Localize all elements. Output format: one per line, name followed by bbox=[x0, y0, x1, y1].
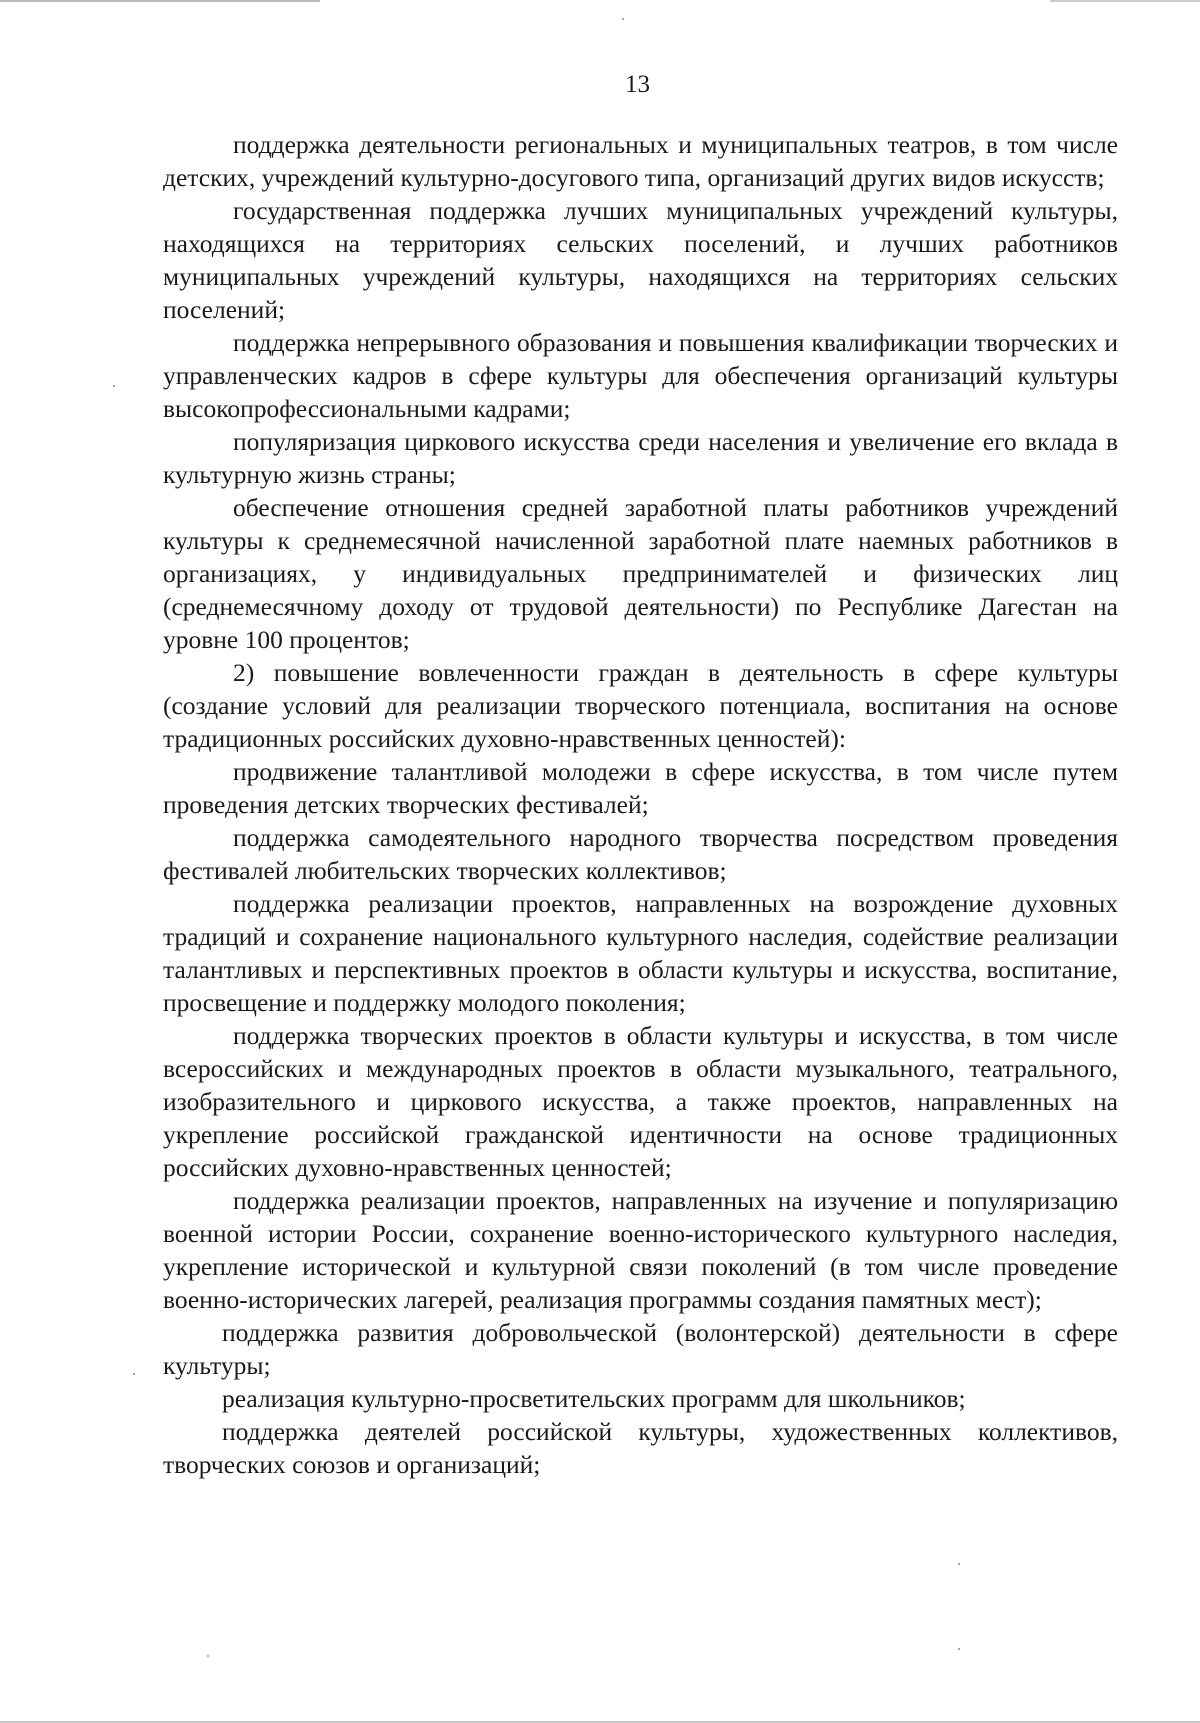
paragraph: поддержка реализации проектов, направленных на возрождение духовных традиций и сохранение национального культурного наследия, содействие реализации талантливых и перспективных проектов в области культуры и искусства, воспитание, просвещение и поддержку молодого поколения; bbox=[163, 889, 1118, 1017]
paragraph: реализация культурно-просветительских программ для школьников; bbox=[222, 1384, 966, 1413]
paragraph: поддержка самодеятельного народного творчества посредством проведения фестивалей любительских творческих коллективов; bbox=[163, 823, 1118, 885]
scan-speck bbox=[113, 385, 115, 387]
paragraph: поддержка реализации проектов, направленных на изучение и популяризацию военной истории России, сохранение военно-исторического культурного наследия, укрепление исторической и культурной связи поколений (в том числе проведение военно-исторических лагерей, реализация программы создания памятных мест); bbox=[163, 1186, 1118, 1314]
paragraph: государственная поддержка лучших муниципальных учреждений культуры, находящихся на территориях сельских поселений, и лучших работников муниципальных учреждений культуры, находящихся на территориях сельских поселений; bbox=[163, 196, 1118, 324]
paragraph: поддержка творческих проектов в области культуры и искусства, в том числе всероссийских и международных проектов в области музыкального, театрального, изобразительного и циркового искусства, а также проектов, направленных на укрепление российской гражданской идентичности на основе традиционных российских духовно-нравственных ценностей; bbox=[163, 1021, 1118, 1182]
scan-edge-top bbox=[0, 0, 1200, 2]
scan-speck bbox=[207, 1655, 209, 1657]
page-number: 13 bbox=[625, 71, 650, 98]
paragraph: популяризация циркового искусства среди населения и увеличение его вклада в культурную жизнь страны; bbox=[163, 427, 1118, 489]
paragraph: поддержка непрерывного образования и повышения квалификации творческих и управленческих кадров в сфере культуры для обеспечения организаций культуры высокопрофессиональными кадрами; bbox=[163, 328, 1118, 423]
document-body bbox=[163, 128, 1118, 1481]
scan-speck bbox=[958, 1563, 960, 1565]
paragraph: 2) повышение вовлеченности граждан в деятельность в сфере культуры (создание условий для реализации творческого потенциала, воспитания на основе традиционных российских духовно-нравственных ценностей): bbox=[163, 658, 1118, 753]
scan-speck bbox=[622, 18, 624, 20]
paragraph: поддержка деятельности региональных и муниципальных театров, в том числе детских, учреждений культурно-досугового типа, организаций других видов искусств; bbox=[163, 130, 1118, 192]
paragraph: поддержка развития добровольческой (волонтерской) деятельности в сфере культуры; bbox=[163, 1318, 1118, 1380]
paragraph: продвижение талантливой молодежи в сфере искусства, в том числе путем проведения детских творческих фестивалей; bbox=[163, 757, 1118, 819]
paragraph: поддержка деятелей российской культуры, художественных коллективов, творческих союзов и организаций; bbox=[163, 1417, 1118, 1479]
scan-speck bbox=[958, 1648, 960, 1650]
scan-speck bbox=[133, 1373, 135, 1375]
paragraph: обеспечение отношения средней заработной платы работников учреждений культуры к среднемесячной начисленной заработной плате наемных работников в организациях, у индивидуальных предпринимателей и физических лиц (среднемесячному доходу от трудовой деятельности) по Республике Дагестан на уровне 100 процентов; bbox=[163, 493, 1118, 654]
